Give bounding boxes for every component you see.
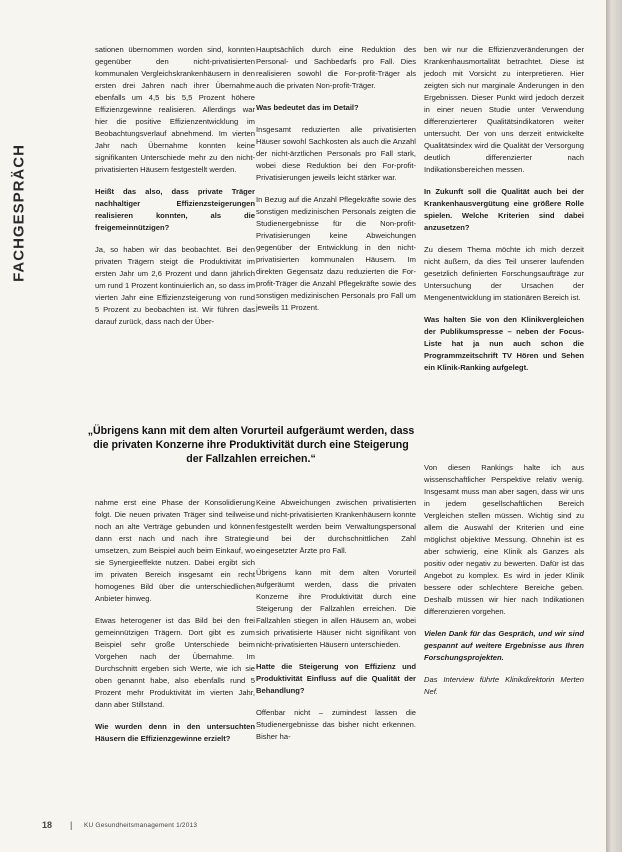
paragraph: Zu diesem Thema möchte ich mich derzeit nicht äußern, da dies Teil unserer laufenden gesetzlich definierten Forschungsaufträge zur Untersuchung der Ursachen der Mengenentwicklung im stationären Bereich ist. [424,245,584,302]
paragraph: Ja, so haben wir das beobachtet. Bei den privaten Trägern steigt die Produktivität im ersten Jahr um 2,6 Prozent und dann jährlich um rund 1 Prozent kontinuierlich an, so dass im vierten Jahr eine Effizienzsteigerung von rund 5 Prozent zu beobachten ist. Wir führen das darauf zurück, dass nach der Über- [95,245,255,326]
pull-quote: „Übrigens kann mit dem alten Vorurteil aufgeräumt werden, dass die privaten Konzerne ihre Produktivität durch eine Steigerung der Fallzahlen erreichen.“ [87,425,415,465]
page-footer [0,818,606,838]
text-column-6 [424,462,584,708]
interview-credit: Das Interview führte Klinikdirektorin Merten Nef. [424,675,584,696]
text-column-5 [256,497,416,753]
question: Wie wurden denn in den untersuchten Häusern die Effizienzgewinne erzielt? [95,722,255,743]
paragraph: Keine Abweichungen zwischen privatisierten und nicht-privatisierten Krankenhäusern konnte festgestellt werden beim Verwaltungspersonal und bei der durchschnittlichen Zahl eingesetzter Ärzte pro Fall. [256,498,416,555]
section-tab [4,138,34,288]
text-column-2 [256,44,416,324]
paragraph: Hauptsächlich durch eine Reduktion des Personal- und Sachbedarfs pro Fall. Dies realisieren sowohl die For-profit-Träger als auch die privaten Non-profit-Träger. [256,45,416,90]
paragraph: Offenbar nicht – zumindest lassen die Studienergebnisse das bisher nicht erkennen. Bisher ha- [256,708,416,741]
text-column-3 [424,44,584,384]
paragraph: ben wir nur die Effizienzveränderungen der Krankenhausmortalität betrachtet. Diese ist jedoch mit Vorsicht zu interpretieren. Hier zeigten sich nur marginale Änderungen in den Ergebnissen. Dieser Punkt wird jedoch derzeit in einer neuen Studie unter Verwendung differenzierterer Qualitätsindikatoren weiter untersucht. Der von uns derzeit entwickelte Qualitätsindex wird die Qualität der Versorgung deutlich differenzierter nach Indikationsbereichen messen. [424,45,584,174]
subheading: Was bedeutet das im Detail? [256,103,359,112]
page-number: 18 [42,820,53,830]
paragraph: Von diesen Rankings halte ich aus wissenschaftlicher Perspektive relativ wenig. Insgesamt muss man aber sagen, dass wir uns in jedem gesellschaftlichen Bereich Vergleichen stellen müssen. Wichtig sind zu allem die Auswahl der Kriterien und eine möglichst objektive Messung. Ohnehin ist es aber schwierig, eine Klinik als Ganzes als positiv oder negativ zu bewerten. Dafür ist das Angebot zu komplex. Es wird in jeder Klinik bessere oder schlechtere Bereiche geben. Deshalb müssen wir hier nach Indikationen differenzieren vorgehen. [424,463,584,616]
paragraph: In Bezug auf die Anzahl Pflegekräfte sowie des sonstigen medizinischen Personals zeigten die Studienergebnisse für die Non-profit-Privatisierungen keine Abweichungen gegenüber der Entwicklung in den nicht-privatisierten kommunalen Häusern. Im direkten Gegensatz dazu reduzierten die For-profit-Träger die Anzahl Pflegekräfte sowie des sonstigen medizinischen Personals pro Fall um jeweils 11 Prozent. [256,195,416,312]
footer-publication: KU Gesundheitsmanagement 1/2013 [84,822,198,829]
paragraph: Etwas heterogener ist das Bild bei den frei gemeinnützigen Trägern. Dort gibt es zum Beispiel sehr große Unterschiede beim Vorgehen nach der Übernahme. Im Durchschnitt ergeben sich Werte, wie ich sie oben genannt habe, also ebenfalls rund 5 Prozent mehr Produktivität im vierten Jahr, dann aber Stillstand. [95,616,255,709]
footer-separator: | [70,820,73,830]
question: Heißt das also, dass private Träger nachhaltiger Effizienzsteigerungen realisieren konnten, als die freigemeinnützigen? [95,187,255,232]
text-column-4 [95,497,255,755]
question: Hatte die Steigerung von Effizienz und Produktivität Einfluss auf die Qualität der Behandlung? [256,662,416,695]
closing-question: Vielen Dank für das Gespräch, und wir sind gespannt auf weitere Ergebnisse aus Ihren Forschungsprojekten. [424,629,584,662]
text-column-1 [95,44,255,338]
paragraph: nahme erst eine Phase der Konsolidierung folgt. Die neuen privaten Träger sind teilweise noch an alte Verträge gebunden und können dann erst nach und nach ihre Strategie umsetzen, zum Beispiel auch beim Einkauf, wo sie Synergieeffekte nutzen. Dabei ergibt sich im privaten Bereich insgesamt ein recht homogenes Bild über die unterschiedlichen Anbieter hinweg. [95,498,255,603]
page-edge [606,0,622,852]
paragraph: Insgesamt reduzierten alle privatisierten Häuser sowohl Sachkosten als auch die Anzahl der nicht-ärztlichen Personals pro Fall stark, wobei diese Reduktion bei den For-profit-Privatisierungen jeweils leicht stärker war. [256,125,416,182]
question: In Zukunft soll die Qualität auch bei der Krankenhausvergütung eine größere Rolle spielen. Welche Kriterien sind dabei anzusetzen? [424,187,584,232]
paragraph: sationen übernommen worden sind, konnten gegenüber den nicht-privatisierten kommunalen Vergleichskrankenhäusern in den ersten drei Jahren nach ihrer Übernahme ebenfalls um 4,5 bis 5,5 Prozent höhere Effizienzgewinne realisieren. Allerdings war hier die positive Effizienzentwicklung im Beobachtungsverlauf abnehmend. Im vierten Jahr nach Übernahme konnten keine signifikanten Unterschiede mehr zu den nicht-privatisierten Häusern festgestellt werden. [95,45,255,174]
question: Was halten Sie von den Klinikvergleichen der Publikumspresse – neben der Focus-Liste hat ja nun auch schon die Programmzeitschrift TV Hören und Sehen ein Klinik-Ranking aufgelegt. [424,315,584,372]
section-tab-label: FACHGESPRÄCH [10,144,28,282]
paragraph: Übrigens kann mit dem alten Vorurteil aufgeräumt werden, dass die privaten Konzerne ihre Produktivität durch eine Steigerung der Fallzahlen erreichen. Die Fallzahlen stiegen in allen Häusern an, wobei sich privatisierte Häuser nicht signifikant von nicht-privatisierten Häusern unterschieden. [256,568,416,649]
